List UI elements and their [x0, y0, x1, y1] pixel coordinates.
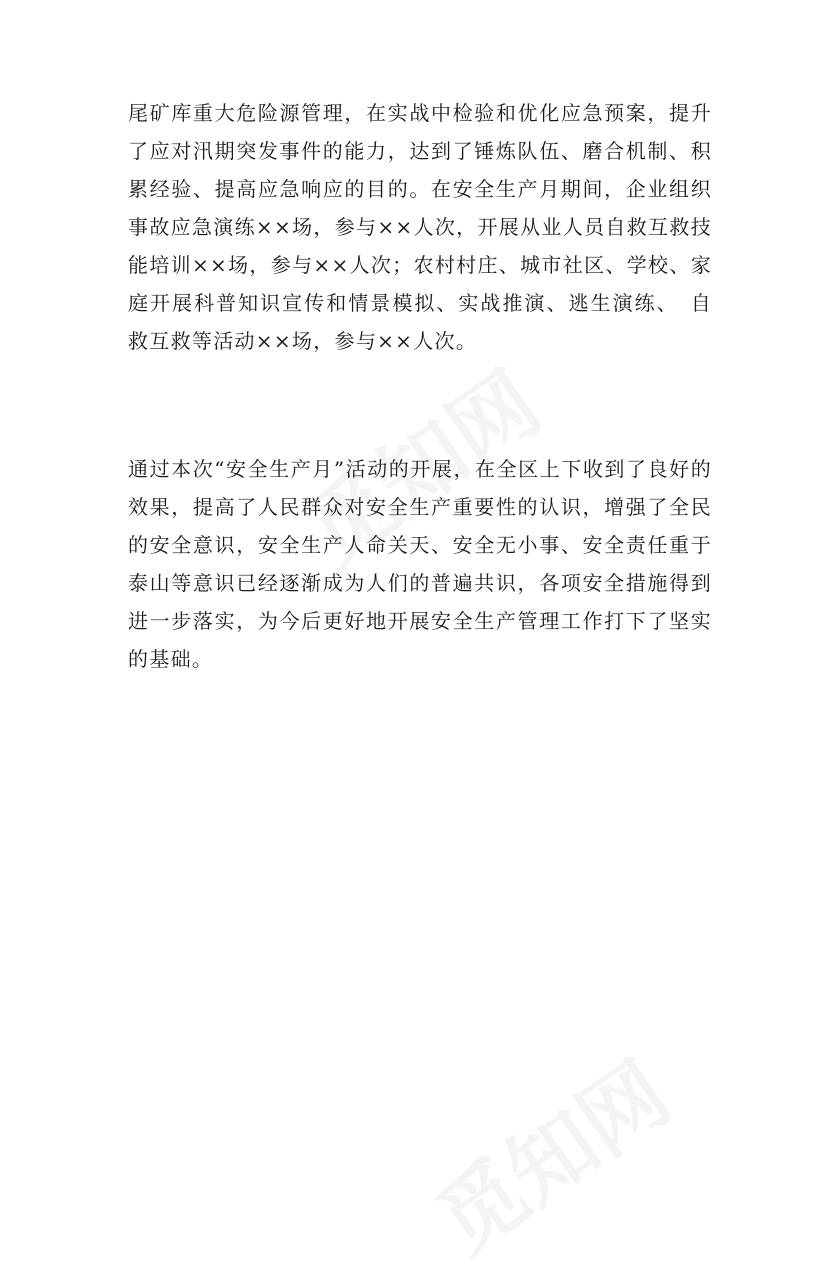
- watermark: [408, 1027, 690, 1277]
- body-paragraph: 通过本次“安全生产月”活动的开展，在全区上下收到了良好的效果，提高了人民群众对安全生产重要性的认识，增强了全民的安全意识，安全生产人命关天、安全无小事、安全责任重于泰山等意识已经逐渐成为人们的普遍共识，各项安全措施得到进一步落实，为今后更好地开展安全生产管理工作打下了坚实的基础。: [128, 457, 712, 671]
- body-paragraph: 尾矿库重大危险源管理，在实战中检验和优化应急预案，提升了应对汛期突发事件的能力，达到了锤炼队伍、磨合机制、积累经验、提高应急响应的目的。在安全生产月期间，企业组织事故应急演练××场，参与××人次，开展从业人员自救互救技能培训××场，参与××人次；农村村庄、城市社区、学校、家庭开展科普知识宣传和情景模拟、实战推演、逃生演练、 自救互救等活动××场，参与××人次。: [128, 101, 712, 353]
